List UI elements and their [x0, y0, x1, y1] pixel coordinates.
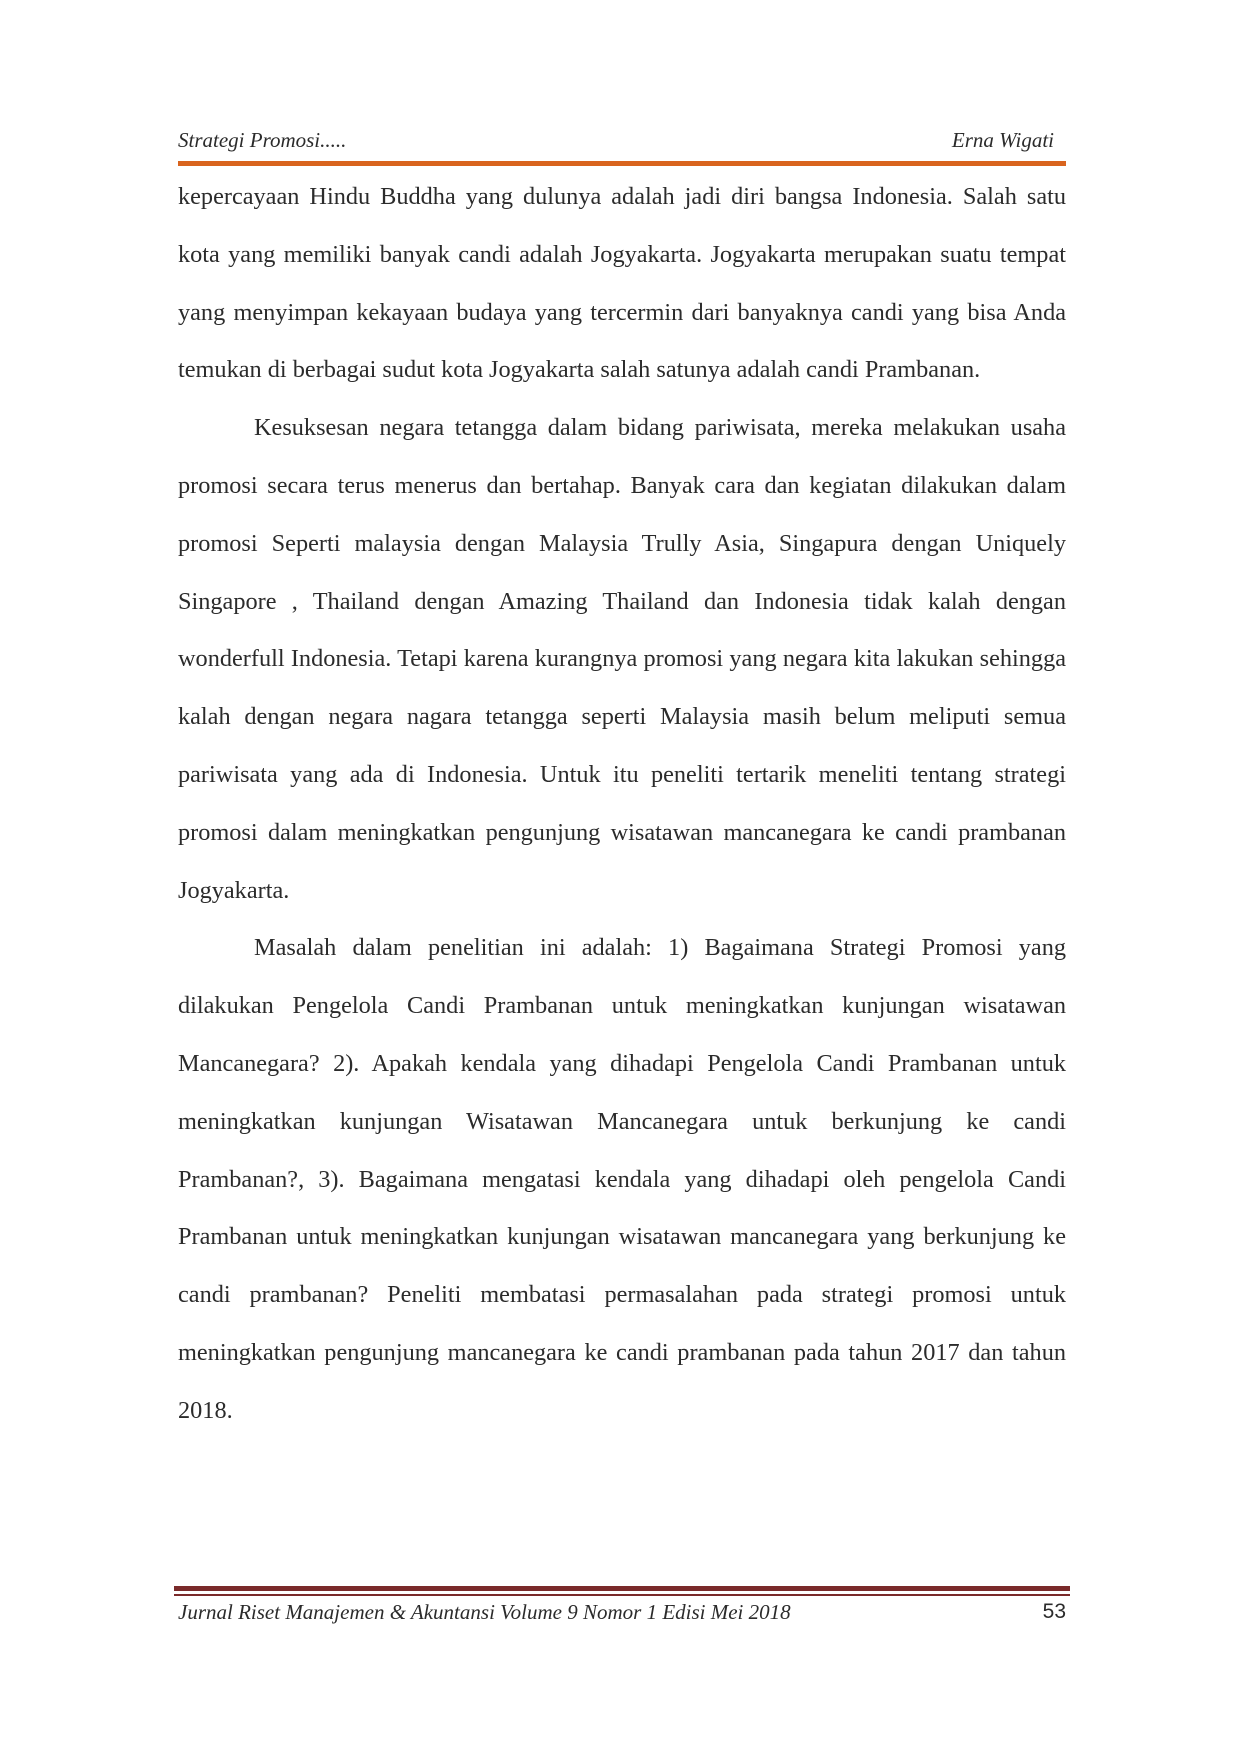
running-header	[178, 128, 1054, 160]
paragraph-tourism-promotion: Kesuksesan negara tetangga dalam bidang pariwisata, mereka melakukan usaha promosi secara terus menerus dan bertahap. Banyak cara dan kegiatan dilakukan dalam promosi Seperti malaysia dengan Malaysia Trully Asia, Singapura dengan Uniquely Singapore , Thailand dengan Amazing Thailand dan Indonesia tidak kalah dengan wonderfull Indonesia. Tetapi karena kurangnya promosi yang negara kita lakukan sehingga kalah dengan negara nagara tetangga seperti Malaysia masih belum meliputi semua pariwisata yang ada di Indonesia. Untuk itu peneliti tertarik meneliti tentang strategi promosi dalam meningkatkan pengunjung wisatawan mancanegara ke candi prambanan Jogyakarta.	[178, 414, 1066, 904]
header-rule	[178, 161, 1066, 166]
page-number: 53	[1042, 1600, 1066, 1623]
running-title: Strategi Promosi.....	[178, 128, 347, 152]
footer-rule-thick	[174, 1586, 1070, 1591]
body-text	[178, 168, 1066, 1440]
footer-rule-thin	[174, 1594, 1070, 1596]
running-author: Erna Wigati	[951, 128, 1054, 152]
paragraph-research-problem: Masalah dalam penelitian ini adalah: 1) Bagaimana Strategi Promosi yang dilakukan Pengelola Candi Prambanan untuk meningkatkan kunjungan wisatawan Mancanegara? 2). Apakah kendala yang dihadapi Pengelola Candi Prambanan untuk meningkatkan kunjungan Wisatawan Mancanegara untuk berkunjung ke candi Prambanan?, 3). Bagaimana mengatasi kendala yang dihadapi oleh pengelola Candi Prambanan untuk meningkatkan kunjungan wisatawan mancanegara yang berkunjung ke candi prambanan? Peneliti membatasi permasalahan pada strategi promosi untuk meningkatkan pengunjung mancanegara ke candi prambanan pada tahun 2017 dan tahun 2018.	[178, 934, 1066, 1424]
paragraph-continuation: kepercayaan Hindu Buddha yang dulunya adalah jadi diri bangsa Indonesia. Salah satu kota yang memiliki banyak candi adalah Jogyakarta. Jogyakarta merupakan suatu tempat yang menyimpan kekayaan budaya yang tercermin dari banyaknya candi yang bisa Anda temukan di berbagai sudut kota Jogyakarta salah satunya adalah candi Prambanan.	[178, 183, 1066, 384]
journal-citation: Jurnal Riset Manajemen & Akuntansi Volume 9 Nomor 1 Edisi Mei 2018	[178, 1600, 791, 1624]
page-footer	[178, 1600, 1066, 1630]
